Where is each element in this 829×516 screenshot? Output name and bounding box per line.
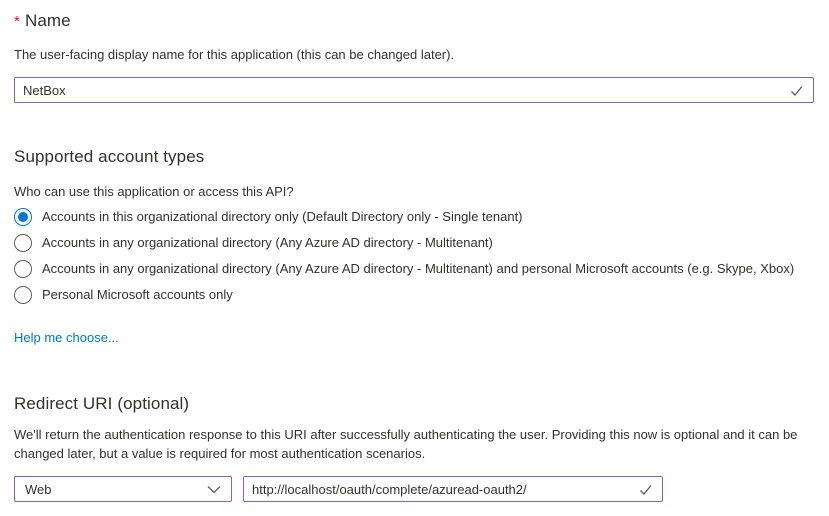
radio-icon[interactable] xyxy=(14,260,32,278)
radio-option-label: Accounts in this organizational directory only (Default Directory only - Single tenant) xyxy=(42,209,523,224)
name-field xyxy=(14,77,814,103)
radio-icon[interactable] xyxy=(14,208,32,226)
account-types-question: Who can use this application or access this API? xyxy=(14,184,294,199)
name-section-title-text: Name xyxy=(24,11,71,30)
radio-option-multitenant-personal[interactable] xyxy=(14,256,814,282)
radio-icon[interactable] xyxy=(14,286,32,304)
radio-option-label: Accounts in any organizational directory (Any Azure AD directory - Multitenant) xyxy=(42,235,493,250)
radio-option-label: Accounts in any organizational directory (Any Azure AD directory - Multitenant) and personal Microsoft accounts (e.g. Skype, Xbox) xyxy=(42,261,795,276)
radio-option-single-tenant[interactable] xyxy=(14,204,814,230)
radio-option-label: Personal Microsoft accounts only xyxy=(42,287,233,302)
required-asterisk: * xyxy=(14,13,20,30)
chevron-down-icon xyxy=(207,485,221,494)
platform-select-value: Web xyxy=(25,481,52,497)
redirect-uri-title: Redirect URI (optional) xyxy=(14,394,190,413)
account-types-title: Supported account types xyxy=(14,147,205,166)
name-section-title xyxy=(14,9,814,33)
check-icon xyxy=(638,482,653,497)
redirect-uri-input[interactable] xyxy=(244,477,638,501)
radio-option-personal-only[interactable] xyxy=(14,282,814,308)
radio-option-multitenant[interactable] xyxy=(14,230,814,256)
name-input[interactable] xyxy=(15,78,789,102)
platform-select[interactable] xyxy=(14,476,232,502)
name-description: The user-facing display name for this application (this can be changed later). xyxy=(14,47,455,62)
radio-icon[interactable] xyxy=(14,234,32,252)
help-me-choose-link[interactable]: Help me choose... xyxy=(14,330,119,345)
redirect-uri-row xyxy=(14,476,814,502)
check-icon xyxy=(789,83,804,98)
account-types-radio-group xyxy=(14,204,814,308)
redirect-uri-description: We'll return the authentication response to this URI after successfully authenticating the user. Providing this now is optional and it can be changed later, but a value is required for most authentication scenarios. xyxy=(14,427,798,461)
redirect-uri-field xyxy=(243,476,663,502)
